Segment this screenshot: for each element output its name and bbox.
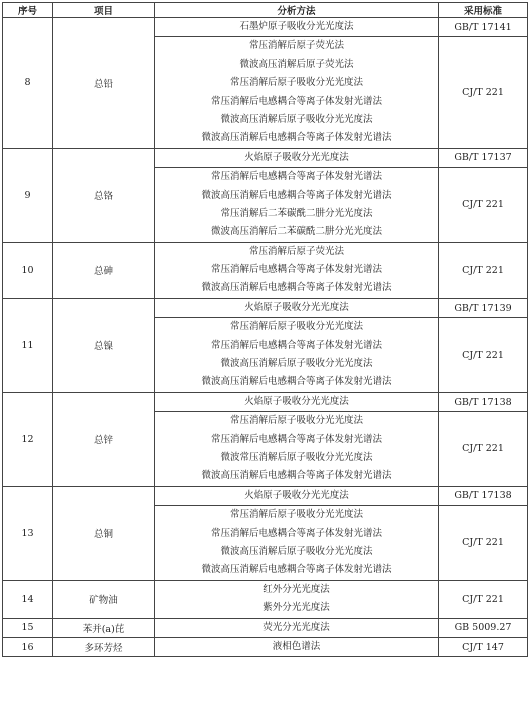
method-line: 微波高压消解后电感耦合等离子体发射光谱法 <box>201 564 392 576</box>
standard-cell: GB/T 17138 <box>439 486 528 505</box>
header-method: 分析方法 <box>155 3 439 18</box>
row-number: 16 <box>3 637 53 656</box>
standard-cell: GB/T 17139 <box>439 298 528 317</box>
method-cell <box>155 318 439 393</box>
row-number: 15 <box>3 618 53 637</box>
header-no: 序号 <box>3 3 53 18</box>
method-cell <box>155 18 439 37</box>
method-line: 火焰原子吸收分光光度法 <box>244 395 349 407</box>
standard-cell: GB 5009.27 <box>439 618 528 637</box>
method-line: 常压消解后电感耦合等离子体发射光谱法 <box>210 339 382 351</box>
standard-cell: CJ/T 221 <box>439 412 528 487</box>
method-cell <box>155 148 439 167</box>
method-line: 微波高压消解后电感耦合等离子体发射光谱法 <box>201 189 392 201</box>
standard-cell: CJ/T 221 <box>439 242 528 298</box>
row-number: 11 <box>3 298 53 392</box>
method-line: 常压消解后原子荧光法 <box>248 245 344 257</box>
table-row <box>3 637 528 656</box>
header-standard: 采用标准 <box>439 3 528 18</box>
table-row <box>3 148 528 167</box>
standard-cell: CJ/T 147 <box>439 637 528 656</box>
header-item: 项目 <box>53 3 155 18</box>
method-cell <box>155 506 439 581</box>
method-line: 红外分光光度法 <box>263 583 330 595</box>
standard-cell: CJ/T 221 <box>439 37 528 148</box>
row-item: 总镍 <box>53 298 155 392</box>
method-line: 常压消解后电感耦合等离子体发射光谱法 <box>210 433 382 445</box>
method-line: 常压消解后原子吸收分光光度法 <box>229 509 363 521</box>
method-line: 微波高压消解后电感耦合等离子体发射光谱法 <box>201 282 392 294</box>
row-item: 总铅 <box>53 18 155 149</box>
row-number: 8 <box>3 18 53 149</box>
method-line: 常压消解后电感耦合等离子体发射光谱法 <box>210 95 382 107</box>
method-line: 微波高压消解后原子吸收分光光度法 <box>220 545 373 557</box>
row-number: 14 <box>3 580 53 618</box>
method-cell <box>155 298 439 317</box>
standard-cell: GB/T 17141 <box>439 18 528 37</box>
method-line: 火焰原子吸收分光光度法 <box>244 489 349 501</box>
method-line: 微波高压消解后原子荧光法 <box>239 58 354 70</box>
method-cell <box>155 412 439 487</box>
method-line: 常压消解后原子吸收分光光度法 <box>229 77 363 89</box>
method-line: 微波高压消解后电感耦合等离子体发射光谱法 <box>201 132 392 144</box>
table-row <box>3 486 528 505</box>
standard-cell: GB/T 17137 <box>439 148 528 167</box>
method-line: 常压消解后原子吸收分光光度法 <box>229 321 363 333</box>
row-item: 苯并(a)芘 <box>53 618 155 637</box>
method-line: 微波高压消解后原子吸收分光光度法 <box>220 113 373 125</box>
method-cell <box>155 618 439 637</box>
standard-cell: GB/T 17138 <box>439 392 528 411</box>
method-cell <box>155 392 439 411</box>
method-line: 微波高压消解后电感耦合等离子体发射光谱法 <box>201 470 392 482</box>
method-line: 微波常压消解后原子吸收分光光度法 <box>220 451 373 463</box>
method-cell <box>155 486 439 505</box>
table-row <box>3 242 528 298</box>
method-cell <box>155 580 439 618</box>
method-cell <box>155 37 439 148</box>
row-item: 矿物油 <box>53 580 155 618</box>
row-item: 总铬 <box>53 148 155 242</box>
row-item: 总锌 <box>53 392 155 486</box>
method-line: 常压消解后电感耦合等离子体发射光谱法 <box>210 171 382 183</box>
method-line: 常压消解后原子荧光法 <box>248 40 344 52</box>
standard-cell: CJ/T 221 <box>439 168 528 243</box>
row-number: 12 <box>3 392 53 486</box>
method-line: 常压消解后二苯碳酰二肼分光光度法 <box>220 207 373 219</box>
method-line: 常压消解后原子吸收分光光度法 <box>229 415 363 427</box>
standard-cell: CJ/T 221 <box>439 580 528 618</box>
table-row <box>3 618 528 637</box>
method-line: 石墨炉原子吸收分光光度法 <box>239 21 354 32</box>
method-cell <box>155 637 439 656</box>
standard-cell: CJ/T 221 <box>439 318 528 393</box>
row-item: 总砷 <box>53 242 155 298</box>
standards-table <box>2 2 528 657</box>
row-item: 总铜 <box>53 486 155 580</box>
standard-cell: CJ/T 221 <box>439 506 528 581</box>
method-line: 常压消解后电感耦合等离子体发射光谱法 <box>210 264 382 276</box>
header-row <box>3 3 528 18</box>
method-line: 微波高压消解后电感耦合等离子体发射光谱法 <box>201 376 392 388</box>
row-number: 13 <box>3 486 53 580</box>
method-cell <box>155 242 439 298</box>
method-line: 火焰原子吸收分光光度法 <box>244 151 349 163</box>
table-row <box>3 298 528 317</box>
row-number: 10 <box>3 242 53 298</box>
method-line: 微波高压消解后二苯碳酰二肼分光光度法 <box>210 226 382 238</box>
table-row <box>3 392 528 411</box>
table-row <box>3 580 528 618</box>
table-body <box>3 18 528 657</box>
method-line: 荧光分光光度法 <box>263 621 330 633</box>
table-row <box>3 18 528 37</box>
method-line: 紫外分光光度法 <box>263 602 330 614</box>
method-line: 液相色谱法 <box>272 640 321 652</box>
method-cell <box>155 168 439 243</box>
method-line: 微波高压消解后原子吸收分光光度法 <box>220 358 373 370</box>
method-line: 常压消解后电感耦合等离子体发射光谱法 <box>210 527 382 539</box>
row-number: 9 <box>3 148 53 242</box>
method-line: 火焰原子吸收分光光度法 <box>244 301 349 313</box>
row-item: 多环芳烃 <box>53 637 155 656</box>
